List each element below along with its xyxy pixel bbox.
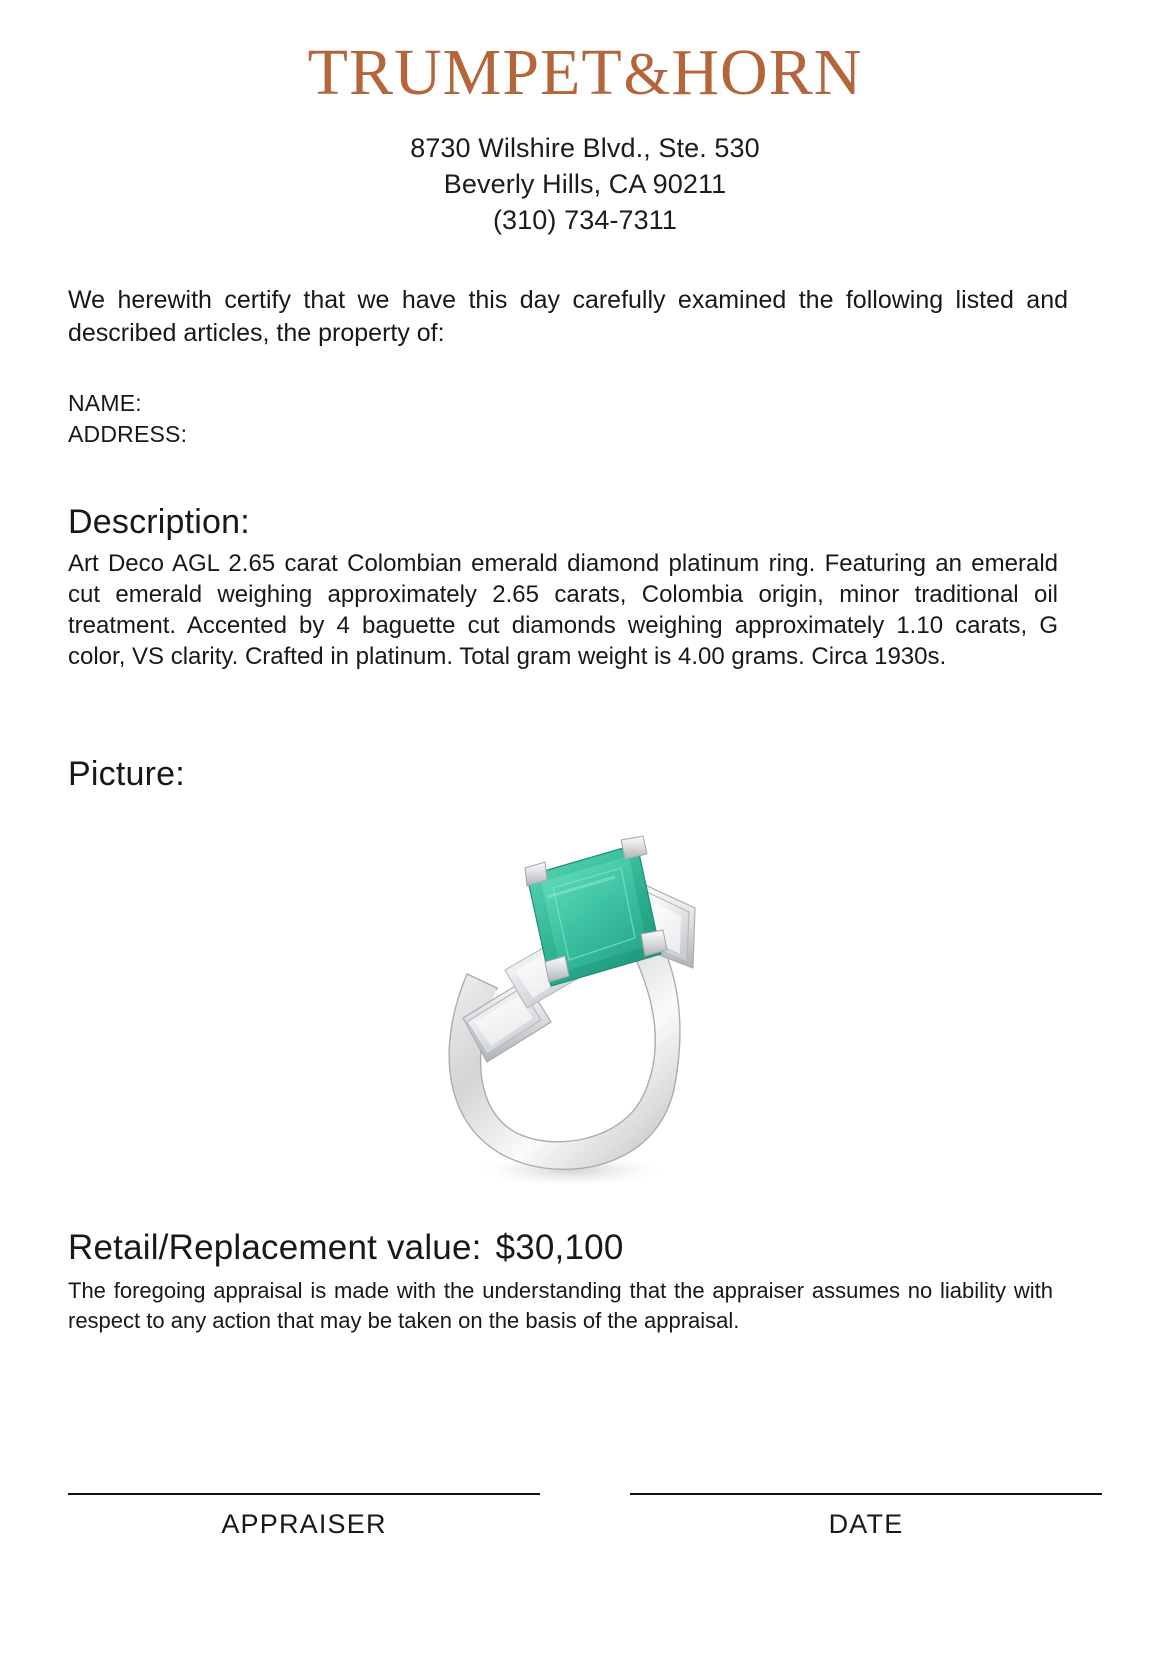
- logo-ampersand: &: [623, 41, 671, 107]
- appraiser-label: APPRAISER: [221, 1509, 387, 1539]
- retail-value-line: [68, 1226, 1102, 1270]
- address-line-street: 8730 Wilshire Blvd., Ste. 530: [410, 133, 760, 163]
- certification-statement: We herewith certify that we have this day carefully examined the following listed and described articles, the property of:: [68, 286, 1068, 347]
- logo-text-trumpet: TRUMPET: [307, 36, 623, 109]
- picture-heading: Picture:: [68, 755, 185, 793]
- description-heading: Description:: [68, 503, 250, 541]
- company-logo: [0, 36, 1170, 109]
- phone-number: (310) 734-7311: [492, 205, 678, 235]
- ring-illustration: [375, 822, 795, 1202]
- address-line-city: Beverly Hills, CA 90211: [443, 169, 727, 199]
- address-field-label: ADDRESS:: [68, 421, 188, 447]
- signature-block: [68, 1493, 1102, 1540]
- client-info-block: [68, 388, 1102, 450]
- name-field-label: NAME:: [68, 390, 142, 416]
- description-text: Art Deco AGL 2.65 carat Colombian emerald diamond platinum ring. Featuring an emerald cut emerald weighing approximately 2.65 carats, Colombia origin, minor traditional oil treatment. Accented by 4 baguette cut diamonds weighing approximately 1.10 carats, G color, VS clarity. Crafted in platinum. Total gram weight is 4.00 grams. Circa 1930s.: [68, 550, 1058, 670]
- retail-value-amount: $30,100: [495, 1228, 624, 1267]
- date-signature-line[interactable]: [630, 1493, 1102, 1495]
- signature-rules: [68, 1493, 1102, 1495]
- retail-value-label: Retail/Replacement value:: [68, 1228, 482, 1267]
- letterhead: [0, 0, 1170, 238]
- signature-labels: [68, 1509, 1102, 1540]
- document-body: [0, 284, 1170, 1336]
- prong-top-right: [621, 836, 647, 859]
- logo-text-horn: HORN: [671, 36, 863, 109]
- date-label: DATE: [828, 1509, 904, 1539]
- appraisal-disclaimer: The foregoing appraisal is made with the understanding that the appraiser assumes no liability with respect to any action that may be taken on the basis of the appraisal.: [68, 1278, 1053, 1333]
- company-address-block: [0, 130, 1170, 238]
- ring-photo: [68, 822, 1102, 1202]
- appraiser-signature-line[interactable]: [68, 1493, 540, 1495]
